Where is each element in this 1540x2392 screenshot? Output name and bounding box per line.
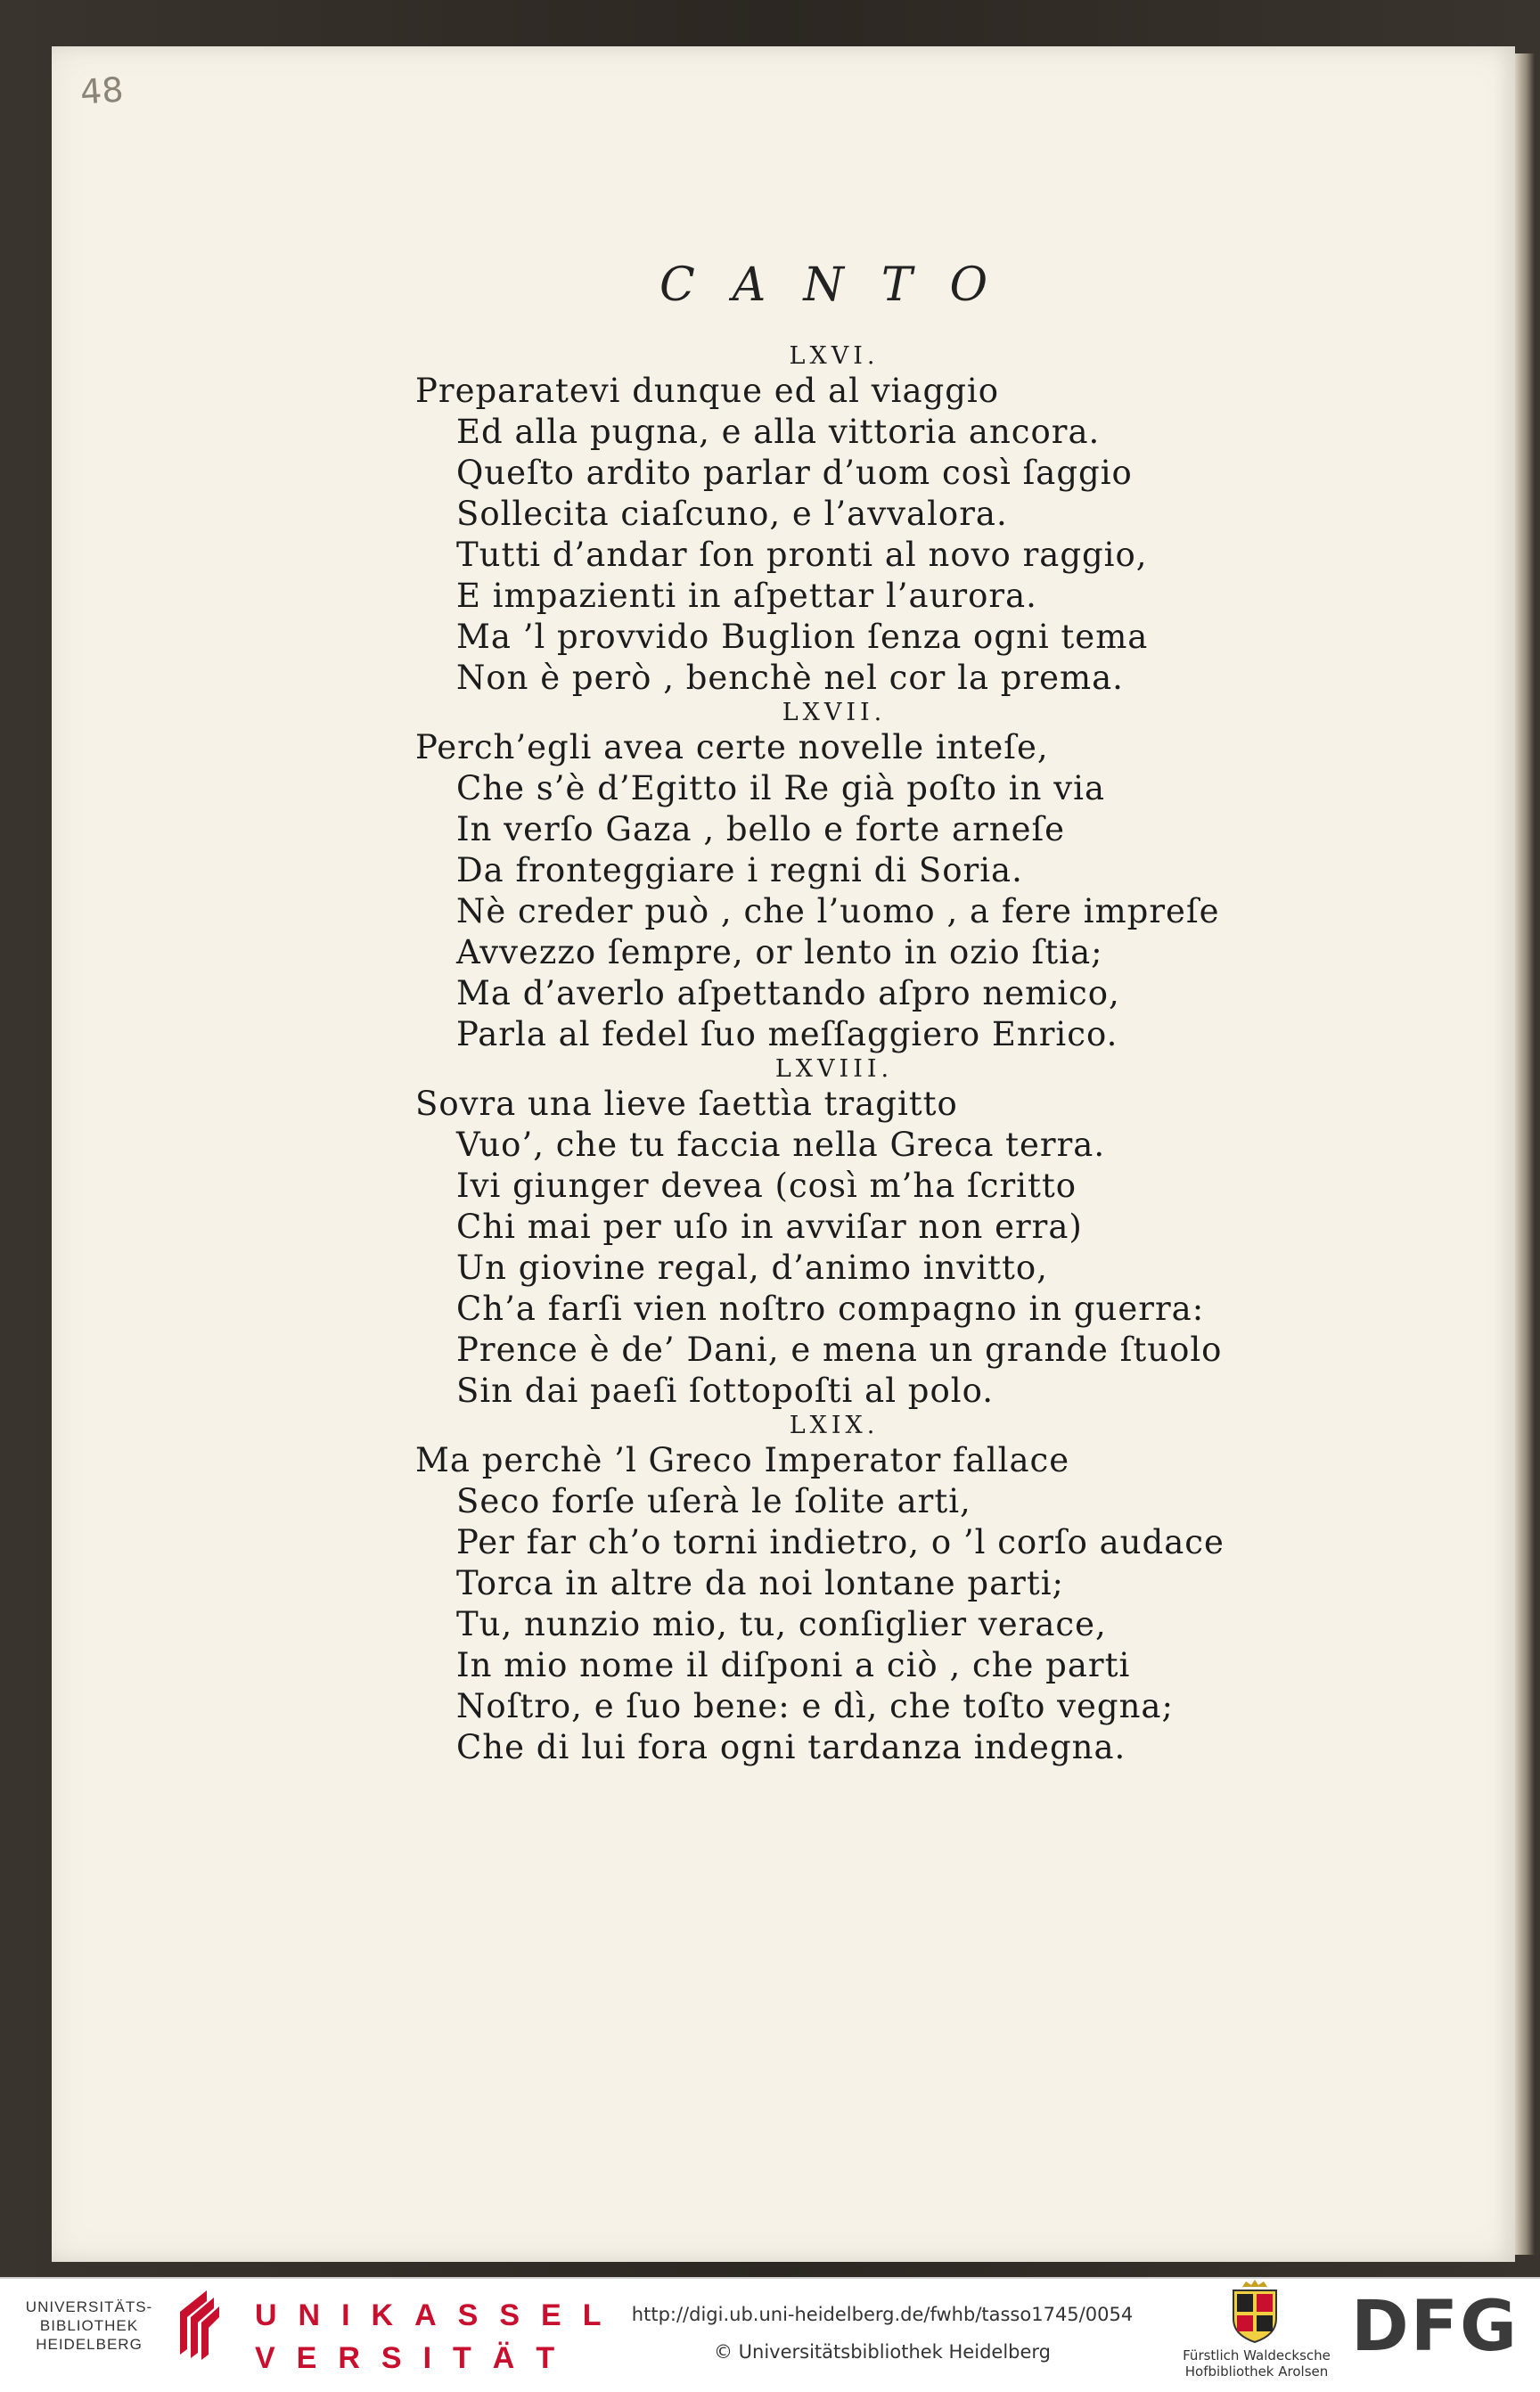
fwhb-line1: Fürstlich Waldecksche bbox=[1183, 2347, 1331, 2363]
page-edge bbox=[1515, 53, 1535, 2255]
fwhb-logo-text bbox=[1176, 2347, 1337, 2380]
verse-line: In mio nome il diſponi a ciò , che parti bbox=[456, 1646, 1131, 1684]
verse-line: Prence è de’ Dani, e mena un grande ſtuolo bbox=[456, 1331, 1223, 1369]
verse-line: Nè creder può , che l’uomo , a fere impreſe bbox=[456, 892, 1220, 930]
verse-line: Che s’è d’Egitto il Re già poſto in via bbox=[456, 769, 1106, 807]
verse-line: Ma perchè ’l Greco Imperator fallace bbox=[415, 1441, 1070, 1479]
footer-info bbox=[615, 2296, 1150, 2371]
verse-line: Vuo’, che tu faccia nella Greca terra. bbox=[456, 1126, 1106, 1164]
verse-line: Sin dai paeſi ſottopoſti al polo. bbox=[456, 1372, 994, 1410]
verse-line: Ma d’averlo aſpettando aſpro nemico, bbox=[456, 974, 1120, 1012]
verse-line: Chi mai per uſo in avviſar non erra) bbox=[456, 1208, 1083, 1246]
page-number: 48 bbox=[78, 70, 125, 112]
verse-line: Sollecita ciaſcuno, e l’avvalora. bbox=[456, 495, 1008, 533]
verse-line: E impazienti in aſpettar l’aurora. bbox=[456, 577, 1037, 615]
verse-line: Queſto ardito parlar d’uom così ſaggio bbox=[456, 454, 1133, 492]
verse-line: Per far ch’o torni indietro, o ’l corſo audace bbox=[456, 1523, 1225, 1561]
verse-line: Ed alla pugna, e alla vittoria ancora. bbox=[456, 413, 1101, 451]
ub-logo-line: UNIVERSITÄTS- bbox=[25, 2298, 153, 2315]
canto-title: CANTO bbox=[659, 258, 1026, 312]
verse-line: Ma ’l provvido Buglion ſenza ogni tema bbox=[456, 618, 1149, 656]
uni-kassel-line2: VERSITÄT bbox=[255, 2341, 577, 2375]
dfg-logo[interactable]: DFG bbox=[1351, 2287, 1520, 2367]
verse-line: Perch’egli avea certe novelle inteſe, bbox=[415, 728, 1049, 766]
verse-line: In verſo Gaza , bello e forte arneſe bbox=[456, 810, 1066, 848]
verse-line: Sovra una lieve ſaettìa tragitto bbox=[415, 1085, 958, 1123]
verse-line: Un giovine regal, d’animo invitto, bbox=[456, 1249, 1048, 1287]
stanza-number: LXVI. bbox=[789, 342, 880, 370]
permalink-url[interactable]: http://digi.ub.uni-heidelberg.de/fwhb/tasso1745/0054 bbox=[631, 2304, 1134, 2325]
copyright-text: © Universitätsbibliothek Heidelberg bbox=[713, 2341, 1051, 2363]
ub-heidelberg-logo[interactable] bbox=[18, 2298, 160, 2354]
verse-line: Seco forſe uſerà le ſolite arti, bbox=[456, 1482, 971, 1520]
waldeck-crest-icon bbox=[1228, 2280, 1282, 2344]
uni-kassel-logo[interactable] bbox=[255, 2294, 622, 2380]
stanza-number: LXIX. bbox=[789, 1412, 880, 1439]
verse-line: Ch’a farſi vien noſtro compagno in guerra: bbox=[456, 1290, 1205, 1328]
verse-line: Non è però , benchè nel cor la prema. bbox=[456, 659, 1124, 697]
verse-line: Che di lui fora ogni tardanza indegna. bbox=[456, 1728, 1126, 1766]
verse-line: Preparatevi dunque ed al viaggio bbox=[415, 372, 1000, 410]
uni-kassel-line1: UNIKASSEL bbox=[255, 2298, 623, 2332]
verse-line: Da fronteggiare i regni di Soria. bbox=[456, 851, 1023, 889]
verse-line: Parla al fedel ſuo meſſaggiero Enrico. bbox=[456, 1015, 1118, 1053]
poem-text bbox=[415, 342, 1324, 1768]
stanza-number: LXVIII. bbox=[774, 1055, 894, 1083]
ub-logo-line: HEIDELBERG bbox=[36, 2336, 143, 2353]
verse-line: Ivi giunger devea (così m’ha ſcritto bbox=[456, 1167, 1077, 1205]
stanza-number: LXVII. bbox=[782, 699, 887, 726]
ub-logo-mark-icon bbox=[168, 2287, 225, 2362]
verse-line: Noſtro, e ſuo bene: e dì, che toſto vegna; bbox=[456, 1687, 1174, 1725]
fwhb-line2: Hofbibliothek Arolsen bbox=[1184, 2363, 1329, 2380]
verse-line: Tu, nunzio mio, tu, conſiglier verace, bbox=[456, 1605, 1107, 1643]
ub-logo-line: BIBLIOTHEK bbox=[39, 2317, 139, 2334]
verse-line: Torca in altre da noi lontane parti; bbox=[456, 1564, 1065, 1602]
verse-line: Avvezzo ſempre, or lento in ozio ſtia; bbox=[456, 933, 1103, 971]
verse-line: Tutti d’andar ſon pronti al novo raggio, bbox=[456, 536, 1148, 574]
